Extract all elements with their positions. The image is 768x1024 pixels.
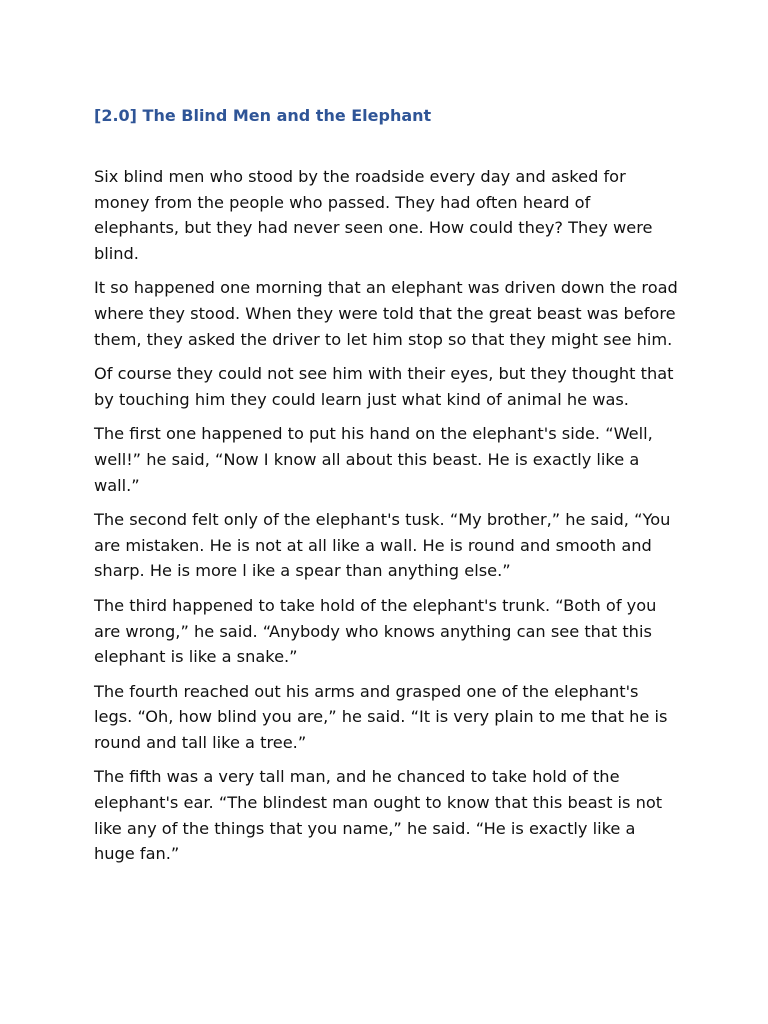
paragraph-6: The third happened to take hold of the elephant's trunk. “Both of you are wrong,” he said. “Anybody who knows anything can see that this elephant is like a snake.” bbox=[94, 595, 657, 667]
paragraph-7: The fourth reached out his arms and grasped one of the elephant's legs. “Oh, how blind you are,” he said. “It is very plain to me that he is round and tall like a tree.” bbox=[94, 681, 668, 752]
paragraph-4: The first one happened to put his hand on the elephant's side. “Well, well!” he said, “Now I know all about this beast. He is exactly like a wall.” bbox=[94, 424, 653, 495]
paragraph-3: Of course they could not see him with their eyes, but they thought that by touching him they could learn just what kind of animal he was. bbox=[94, 364, 674, 409]
paragraph-5: The second felt only of the elephant's tusk. “My brother,” he said, “You are mistaken. He is not at all like a wall. He is round and smooth and sharp. He is more l ike a spear than anything else.” bbox=[94, 510, 671, 581]
paragraph-2: It so happened one morning that an elephant was driven down the road where they stood. When they were told that the great beast was before them, they asked the driver to let him stop so that they might see him. bbox=[94, 278, 678, 349]
paragraph-1: Six blind men who stood by the roadside every day and asked for money from the people who passed. They had often heard of elephants, but they had never seen one. How could they? They were blind. bbox=[94, 167, 653, 263]
document-title: [2.0] The Blind Men and the Elephant bbox=[94, 106, 432, 125]
paragraph-8: The fifth was a very tall man, and he chanced to take hold of the elephant's ear. “The blindest man ought to know that this beast is not like any of the things that you name,” he said. “He is exactly like a huge fan.” bbox=[94, 767, 663, 864]
document-body bbox=[94, 164, 679, 876]
